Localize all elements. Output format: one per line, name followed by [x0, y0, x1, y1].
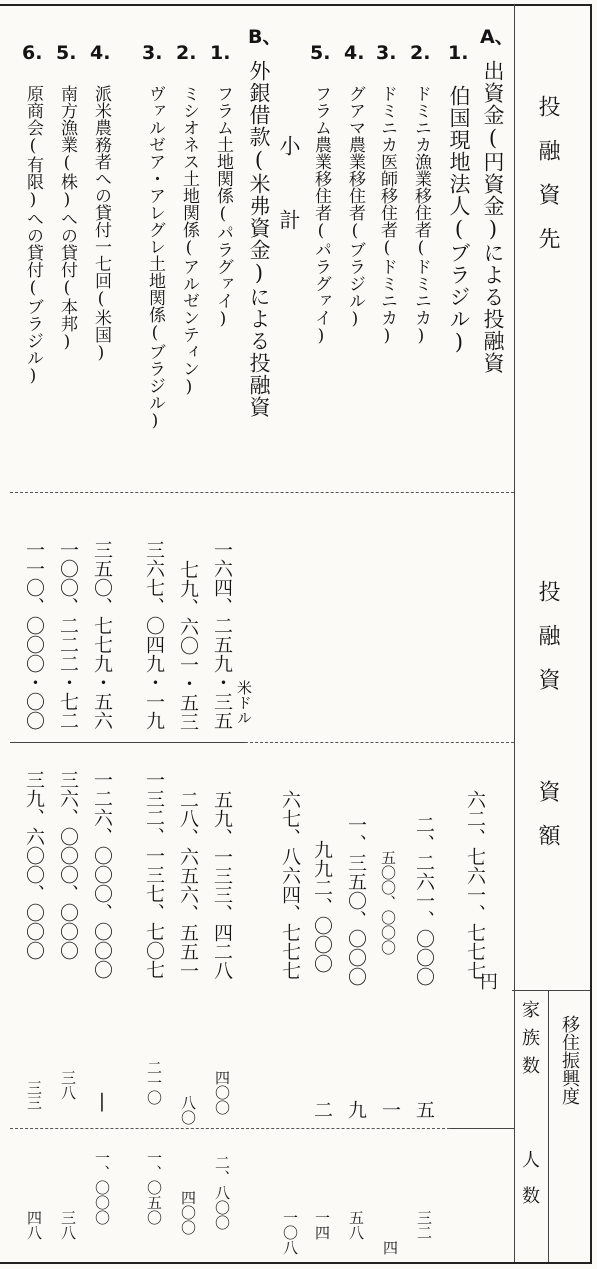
a2-families: 五 [413, 1100, 435, 1119]
section-a-subtotal-amount: 六七、八六四、七七七 [279, 790, 301, 980]
b1-amount: 五九、一三三、四二八 [211, 790, 233, 980]
a4-persons: 五八 [347, 1210, 365, 1240]
b3-amount: 一三二、一三七、七〇七 [143, 770, 165, 979]
header-assoc: 移住振興度 [559, 1015, 580, 1105]
b6-name: 原商会(有限)への貸付(ブラジル) [23, 85, 43, 386]
a5-families: 二 [311, 1100, 333, 1119]
b5-amount: 三六、〇〇〇、〇〇〇 [57, 770, 79, 960]
b1-usd: 一六四、二五九・三五 [211, 540, 233, 730]
dollar-unit: 米ドル [235, 680, 253, 725]
header-target: 投 融 資 先 [535, 95, 560, 249]
section-a-subtotal-label: 小 計 [277, 135, 301, 246]
header-amount: 投 融 資 [535, 580, 560, 690]
b2-no: 2. [176, 42, 197, 64]
b2-amount: 二八、六五六、五五一 [177, 790, 199, 980]
b4-persons: 一、〇〇〇 [93, 1150, 111, 1225]
b3-no: 3. [142, 42, 163, 64]
row-divider-2a [10, 742, 245, 743]
table-border-right [590, 4, 592, 1264]
section-a-title: 出資金(円資金)による投融資 [481, 60, 505, 374]
row-divider-4 [450, 1128, 514, 1129]
b5-no: 5. [56, 42, 77, 64]
row-divider-2b [245, 742, 514, 743]
section-b-index: B、 [248, 26, 282, 48]
b5-persons: 三八 [59, 1210, 77, 1240]
b6-usd: 一一〇、〇〇〇・〇〇 [23, 540, 45, 730]
a3-name: ドミニカ医師移住者(ドミニカ) [377, 85, 397, 346]
b3-persons: 一、〇五〇 [145, 1150, 163, 1225]
b1-persons: 二、八〇〇 [213, 1155, 231, 1230]
b4-amount: 一二六、〇〇〇、〇〇〇 [91, 770, 113, 979]
table-border-top [0, 4, 590, 6]
a2-persons: 三二 [415, 1210, 433, 1240]
a2-name: ドミニカ漁業移住者(ドミニカ) [411, 85, 431, 346]
row-divider-1 [10, 492, 514, 493]
a1-name: 伯国現地法人(ブラジル) [447, 85, 471, 355]
a5-amount: 九九二、〇〇〇 [311, 840, 333, 973]
b5-name: 南方漁業(株)への貸付(本邦) [57, 85, 77, 352]
row-divider-5 [10, 1128, 450, 1129]
header-amount-2: 資 額 [535, 780, 560, 846]
b6-amount: 三九、六〇〇、〇〇〇 [23, 770, 45, 960]
b1-no: 1. [210, 42, 231, 64]
header-separator [514, 4, 515, 1262]
assoc-separator [548, 990, 549, 1262]
a3-no: 3. [376, 42, 397, 64]
b2-persons: 四〇〇 [179, 1190, 197, 1235]
b2-families: 八〇 [179, 1095, 197, 1125]
b5-families: 三八 [59, 1070, 77, 1100]
b1-name: フラム土地関係(パラグァイ) [213, 85, 233, 329]
a2-no: 2. [410, 42, 431, 64]
a4-no: 4. [344, 42, 365, 64]
a5-no: 5. [310, 42, 331, 64]
a4-name: グアマ農業移住者(ブラジル) [345, 85, 365, 329]
a3-amount: 五〇〇、〇〇〇 [379, 850, 397, 955]
b4-name: 派米農務者への貸付一七回(米国) [91, 85, 111, 363]
header-families: 家族数 [519, 1000, 540, 1084]
table-border-bottom [0, 1262, 590, 1264]
section-a-index: A、 [480, 26, 514, 48]
a1-amount: 六二、七六一、七七七 [464, 790, 486, 980]
b2-name: ミシオネス土地関係(アルゼンティン) [179, 85, 199, 397]
a3-families: 一 [379, 1100, 401, 1119]
b4-usd: 三五〇、七七九・五六 [91, 540, 113, 730]
b6-no: 6. [22, 42, 43, 64]
a1-no: 1. [448, 42, 469, 64]
a4-families: 九 [345, 1100, 367, 1119]
a4-amount: 一、三五〇、〇〇〇 [345, 815, 367, 986]
section-b-title: 外銀借款(米弗資金)による投融資 [247, 60, 271, 418]
b6-families: 三三 [25, 1080, 43, 1110]
a3-persons: 四 [381, 1240, 399, 1255]
b4-no: 4. [90, 42, 111, 64]
b4-families: | [91, 1090, 113, 1112]
b3-families: 二一〇 [145, 1060, 163, 1105]
a5-persons: 一四 [313, 1210, 331, 1240]
header-persons: 人 数 [519, 1150, 540, 1204]
row-divider-3 [512, 990, 590, 991]
a5-name: フラム農業移住者(パラグァイ) [311, 85, 331, 346]
b6-persons: 四八 [25, 1210, 43, 1240]
b5-usd: 一〇〇、二二二・七二 [57, 540, 79, 730]
b3-usd: 三六七、〇四九・一九 [143, 540, 165, 730]
a2-amount: 二、二六一、〇〇〇 [413, 815, 435, 986]
yen-unit: 円 [480, 972, 498, 993]
section-a-subtotal-persons: 一〇八 [281, 1210, 299, 1255]
b1-families: 四〇〇 [213, 1070, 231, 1115]
b3-name: ヴァルゼア・アレグレ土地関係(ブラジル) [145, 85, 165, 431]
b2-usd: 七九、六〇一・五三 [177, 560, 199, 731]
